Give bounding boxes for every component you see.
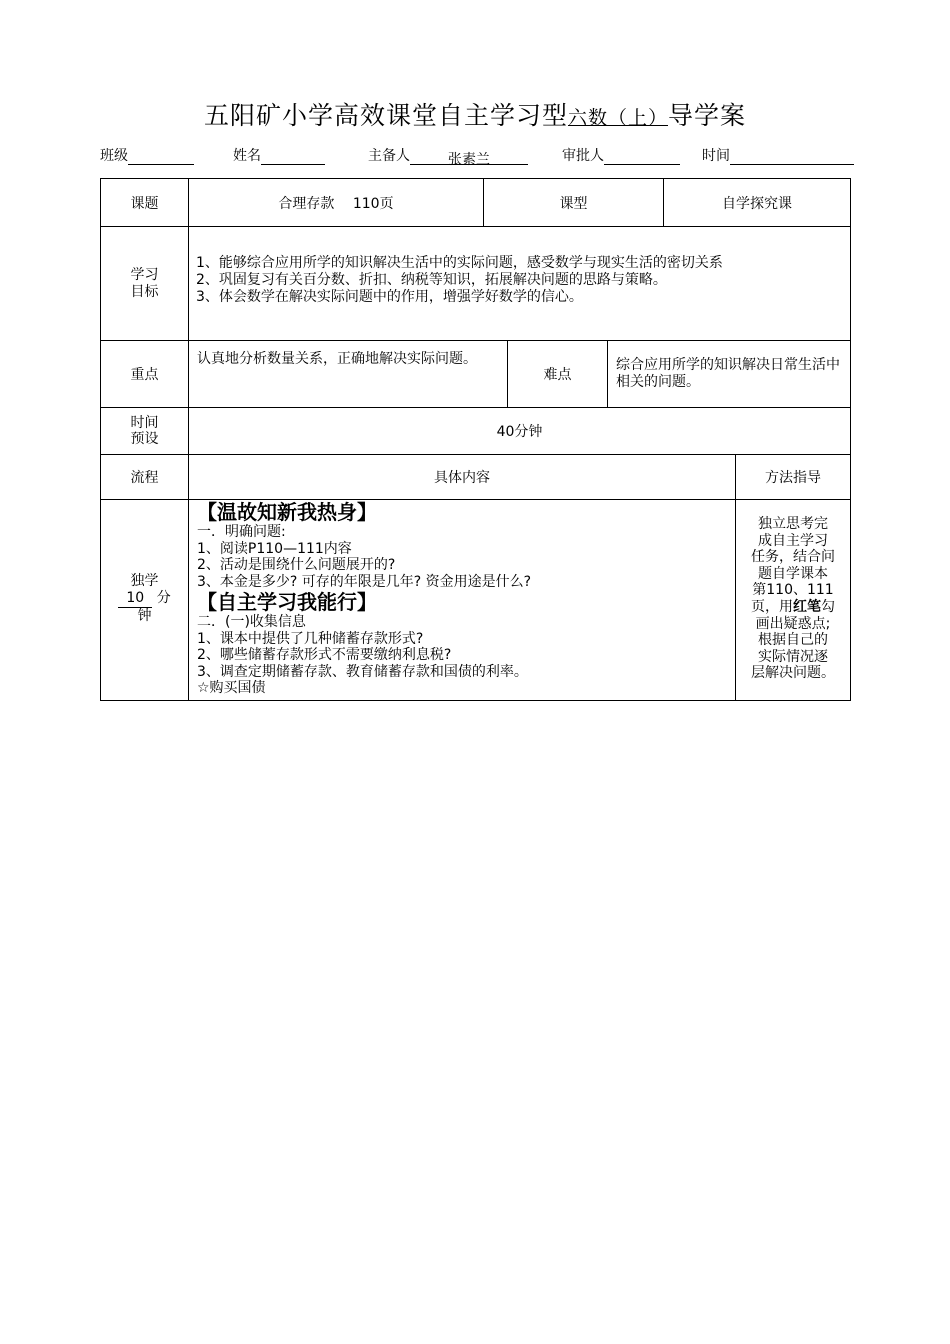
method-line: 成自主学习 [758, 532, 828, 549]
goals-label-line1: 学习 [130, 266, 159, 283]
key-label: 重点 [130, 367, 159, 383]
method-text: 勾 [821, 598, 835, 615]
stage-minutes: 10 [118, 590, 152, 608]
goals-label [101, 227, 188, 340]
method-line: 第110、111 [752, 582, 834, 599]
preparer-field [368, 145, 528, 168]
method-header: 方法指导 [765, 470, 821, 486]
name-label: 姓名 [233, 148, 261, 164]
content-header: 具体内容 [434, 470, 490, 486]
type-label: 课型 [559, 195, 588, 212]
method-line: 画出疑惑点; [755, 615, 831, 632]
method-line [736, 599, 850, 616]
content-line: 2、哪些储蓄存款形式不需要缴纳利息税? [197, 647, 452, 663]
time-preset-label-line2: 预设 [130, 431, 159, 447]
method-line: 独立思考完 [758, 516, 828, 532]
time-label: 时间 [702, 148, 730, 164]
type-value: 自学探究课 [722, 195, 792, 212]
method-emphasis: 红笔 [793, 598, 821, 615]
stage-unit: 分 [156, 590, 171, 606]
preparer-label: 主备人 [368, 148, 410, 164]
content-line: 1、阅读P110—111内容 [197, 540, 352, 557]
diff-label: 难点 [543, 367, 572, 383]
page-title [0, 96, 950, 132]
class-field [100, 145, 194, 165]
goals-list [196, 255, 846, 306]
reviewer-field [562, 145, 680, 165]
time-preset-label [101, 408, 188, 454]
content-line: 3、调查定期储蓄存款、教育储蓄存款和国债的利率。 [197, 663, 528, 680]
key-value: 认真地分析数量关系，正确地解决实际问题。 [197, 351, 477, 367]
method-line: 根据自己的 [758, 632, 828, 649]
time-preset-label-line1: 时间 [130, 415, 159, 431]
class-label: 班级 [100, 148, 128, 164]
content-line: 2、活动是围绕什么问题展开的? [197, 557, 396, 573]
content-line: 二．(一)收集信息 [197, 614, 306, 630]
title-main: 五阳矿小学高效课堂自主学习型 [203, 101, 568, 130]
name-field [233, 145, 325, 165]
diff-value: 综合应用所学的知识解决日常生活中相关的问题。 [616, 357, 840, 390]
content-line: 1、课本中提供了几种储蓄存款形式? [197, 630, 424, 647]
goal-item: 1、能够综合应用所学的知识解决生活中的实际问题，感受数学与现实生活的密切关系 [196, 255, 723, 271]
topic-label: 课题 [130, 195, 159, 212]
goal-item: 2、巩固复习有关百分数、折扣、纳税等知识，拓展解决问题的思路与策略。 [196, 272, 667, 288]
stage-label [101, 573, 188, 625]
time-value [730, 149, 854, 165]
reviewer-value [604, 149, 680, 165]
method-line: 层解决问题。 [751, 665, 835, 682]
time-preset-value: 40分钟 [496, 424, 543, 440]
stage-label-line1: 独学 [130, 573, 159, 589]
content-line: ☆购买国债 [197, 680, 266, 696]
name-value [261, 149, 325, 165]
reviewer-label: 审批人 [562, 148, 604, 164]
method-line: 实际情况逐 [758, 648, 828, 665]
section-heading: 【温故知新我热身】 [197, 500, 377, 524]
content-line: 一．明确问题: [197, 524, 286, 540]
method-guidance [736, 516, 850, 682]
goals-label-line2: 目标 [130, 283, 159, 300]
method-line: 任务，结合问 [751, 549, 835, 566]
title-tail: 导学案 [668, 101, 747, 130]
content-body [197, 500, 732, 697]
time-field [702, 145, 854, 165]
preparer-value: 张素兰 [410, 149, 528, 165]
stage-label-line3: 钟 [137, 608, 152, 624]
flow-label: 流程 [130, 470, 159, 486]
lesson-table [100, 178, 851, 701]
title-subject: 六数（上） [567, 107, 668, 129]
class-value [128, 149, 194, 165]
content-line: 3、本金是多少? 可存的年限是几年? 资金用途是什么? [197, 573, 532, 590]
method-text: 页，用 [751, 598, 793, 615]
method-line: 题自学课本 [758, 565, 828, 582]
topic-value: 合理存款 110页 [278, 195, 394, 212]
section-heading: 【自主学习我能行】 [197, 590, 377, 614]
goal-item: 3、体会数学在解决实际问题中的作用，增强学好数学的信心。 [196, 289, 583, 305]
